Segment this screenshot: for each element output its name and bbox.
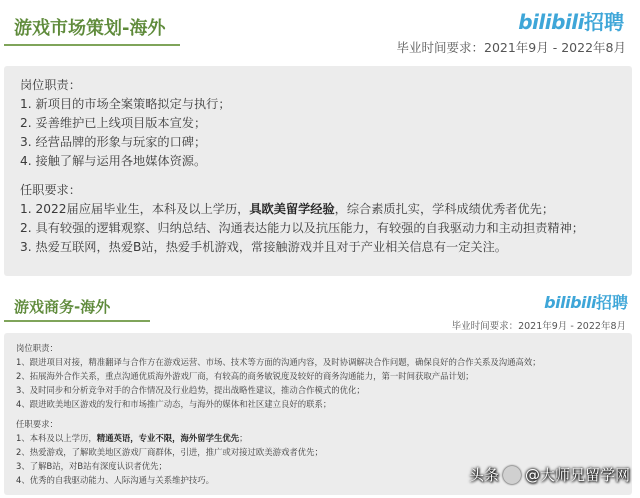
watermark-prefix: 头条: [468, 466, 499, 484]
req-text: ；: [239, 433, 248, 443]
requirement-item: [16, 431, 541, 445]
requirements-heading: 任职要求：: [20, 183, 81, 197]
watermark-avatar-icon: [503, 466, 521, 484]
bilibili-recruit-logo: [544, 290, 628, 313]
title-underline: [4, 320, 150, 322]
duty-item: 4. 接触了解与运用各地媒体资源。: [20, 154, 207, 168]
requirements-heading: 任职要求：: [16, 419, 58, 429]
duty-item: 4、跟进欧美地区游戏的发行和市场推广动态，与海外的媒体和社区建立良好的联系；: [16, 399, 332, 409]
req-emphasis: 具欧美留学经验: [249, 202, 335, 216]
title-underline: [4, 44, 180, 46]
brand-bilibili: bilibili: [544, 293, 596, 312]
brand-zhaopin: 招聘: [584, 10, 624, 34]
toutiao-watermark: [469, 464, 630, 485]
duty-item: 1. 新项目的市场全案策略拟定与执行；: [20, 97, 231, 111]
job-details-text: [16, 341, 541, 487]
watermark-handle: @大师兄留学网: [524, 466, 630, 484]
duty-item: 2、拓展海外合作关系，重点沟通优质海外游戏厂商，有较高的商务敏锐度及较好的商务沟通能力，第一时间获取产品计划；: [16, 371, 474, 381]
bilibili-recruit-logo: [518, 6, 624, 35]
brand-zhaopin: 招聘: [595, 293, 628, 312]
graduation-requirement: 毕业时间要求：2021年9月 - 2022年8月: [396, 40, 626, 55]
job-details-text: [20, 76, 584, 257]
brand-bilibili: bilibili: [518, 10, 584, 34]
duties-heading: 岗位职责：: [20, 78, 81, 92]
requirement-item: 3. 热爱互联网，热爱B站，热爱手机游戏，常接触游戏并且对于产业相关信息有一定关注。: [20, 240, 507, 254]
req-text: 1. 2022届应届毕业生，本科及以上学历，: [20, 202, 250, 216]
section-title: 游戏市场策划-海外: [14, 18, 166, 39]
requirement-item: [20, 200, 584, 219]
req-text: 1、本科及以上学历，: [16, 433, 97, 443]
graduation-requirement: 毕业时间要求：2021年9月 - 2022年8月: [451, 321, 626, 332]
req-text: ，综合素质扎实，学科成绩优秀者优先；: [334, 202, 555, 216]
duties-heading: 岗位职责：: [16, 343, 58, 353]
duty-item: 3. 经营品牌的形象与玩家的口碑；: [20, 135, 207, 149]
requirement-item: 4、优秀的自我驱动能力、人际沟通与关系维护技巧。: [16, 475, 214, 485]
requirement-item: 3、了解B站，对B站有深度认识者优先；: [16, 461, 167, 471]
req-emphasis: 精通英语，专业不限，海外留学生优先: [96, 433, 240, 443]
requirement-item: 2、热爱游戏，了解欧美地区游戏厂商群体，引进，推广或对接过欧美游戏者优先；: [16, 447, 323, 457]
duty-item: 1、跟进项目对接，精准翻译与合作方在游戏运营、市场、技术等方面的沟通内容，及时协调解决合作问题，确保良好的合作关系及沟通高效；: [16, 357, 541, 367]
duty-item: 2. 妥善维护已上线项目版本宣发；: [20, 116, 207, 130]
job-details-box: [4, 66, 632, 276]
duty-item: 3、及时同步和分析竞争对手的合作情况及行业趋势，提出战略性建议，推动合作模式的优化；: [16, 385, 365, 395]
requirement-item: 2. 具有较强的逻辑观察、归纳总结、沟通表达能力以及抗压能力，有较强的自我驱动力和主动担责精神；: [20, 221, 584, 235]
section-title: 游戏商务-海外: [14, 298, 111, 316]
